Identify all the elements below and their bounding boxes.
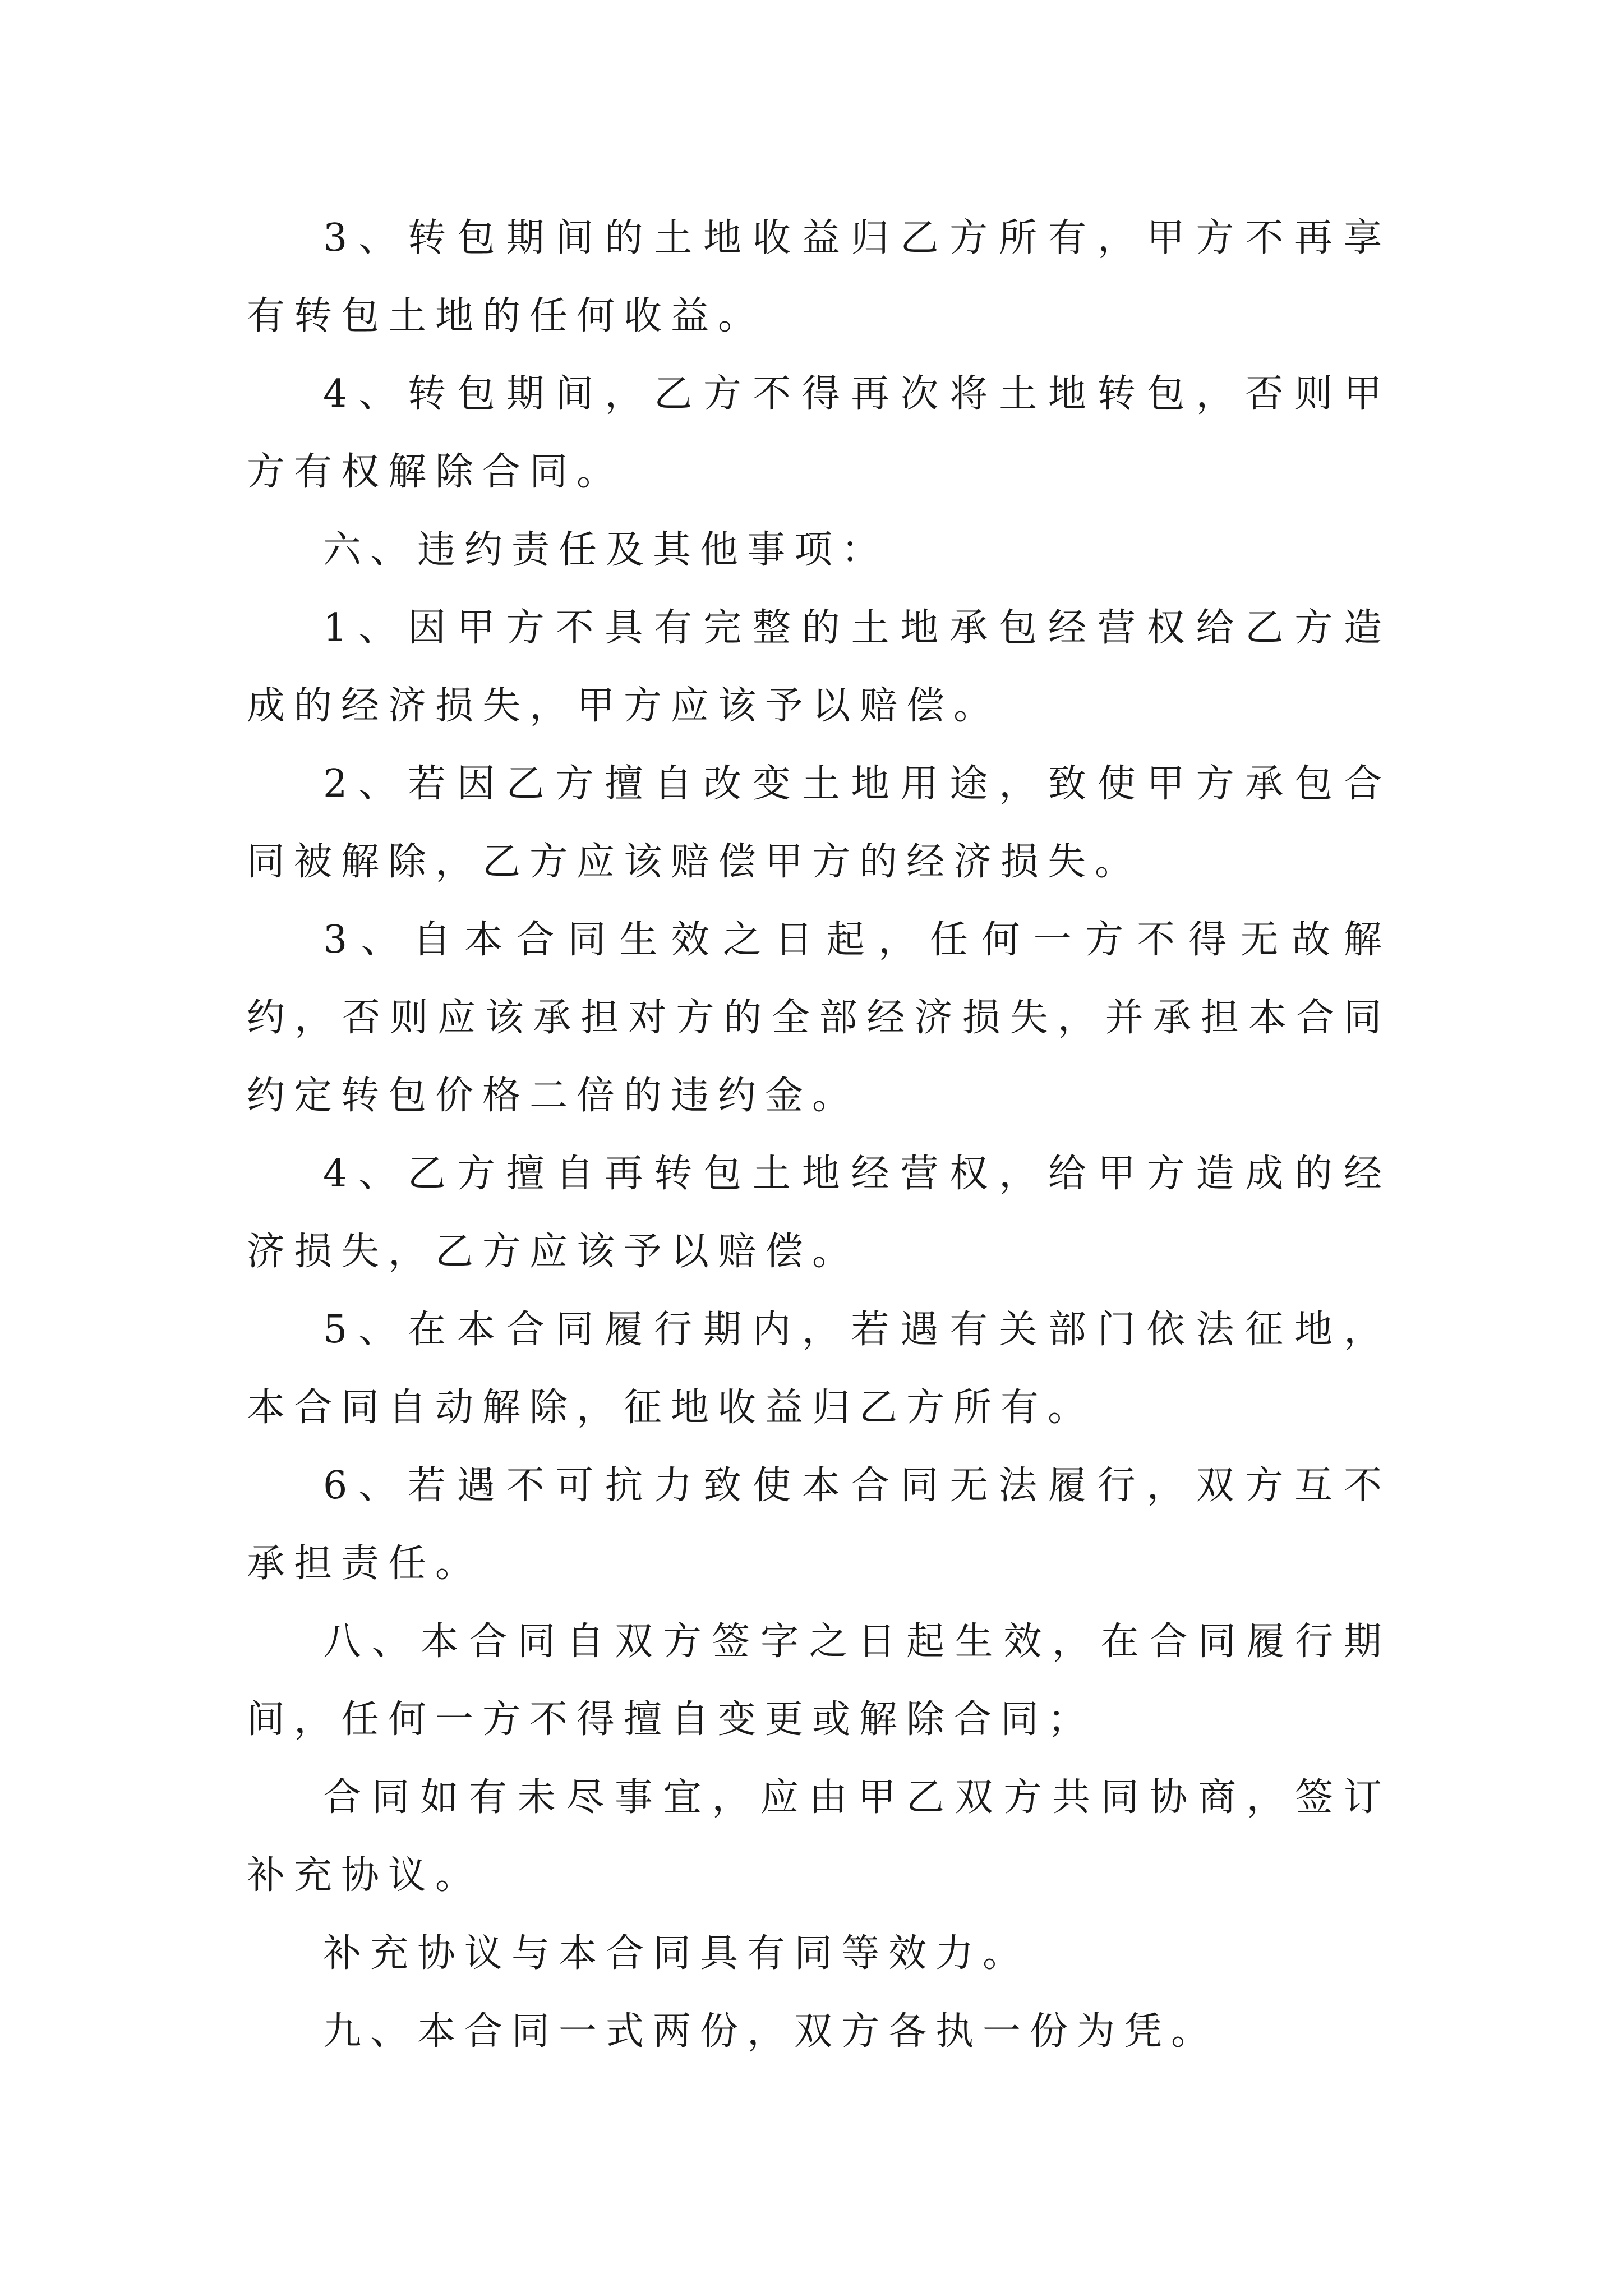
document-body [247, 199, 1391, 2070]
section-8-supplementary-effect: 补充协议与本合同具有同等效力。 [323, 1931, 1030, 1976]
clause-6-4: 4、乙方擅自再转包土地经营权，给甲方造成的经济损失，乙方应该予以赔偿。 [247, 1152, 1391, 1274]
clause-6-3: 3、自本合同生效之日起，任何一方不得无故解约，否则应该承担对方的全部经济损失，并承担本合同约定转包价格二倍的违约金。 [247, 918, 1391, 1118]
clause-6-1: 1、因甲方不具有完整的土地承包经营权给乙方造成的经济损失，甲方应该予以赔偿。 [247, 606, 1391, 728]
section-8: 八、本合同自双方签字之日起生效，在合同履行期间，任何一方不得擅自变更或解除合同； [247, 1619, 1391, 1742]
clause-6-2: 2、若因乙方擅自改变土地用途，致使甲方承包合同被解除，乙方应该赔偿甲方的经济损失。 [247, 762, 1391, 884]
clause-6-6: 6、若遇不可抗力致使本合同无法履行，双方互不承担责任。 [247, 1464, 1391, 1586]
clause-5-3: 3、转包期间的土地收益归乙方所有，甲方不再享有转包土地的任何收益。 [247, 216, 1391, 338]
clause-6-5: 5、在本合同履行期内，若遇有关部门依法征地，本合同自动解除，征地收益归乙方所有。 [247, 1308, 1391, 1430]
section-9: 九、本合同一式两份，双方各执一份为凭。 [323, 2009, 1219, 2054]
section-6-heading: 六、违约责任及其他事项： [323, 528, 889, 572]
clause-5-4: 4、转包期间，乙方不得再次将土地转包，否则甲方有权解除合同。 [247, 372, 1391, 494]
section-8-unresolved-matters: 合同如有未尽事宜，应由甲乙双方共同协商，签订补充协议。 [247, 1775, 1391, 1898]
